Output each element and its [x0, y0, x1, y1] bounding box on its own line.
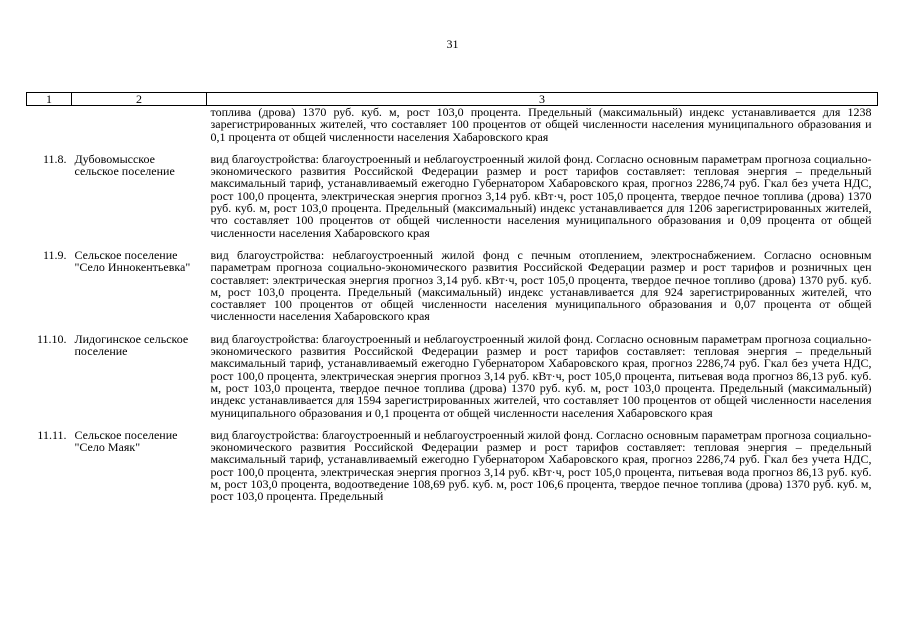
settlement-name [72, 106, 207, 153]
tariff-table [26, 92, 878, 503]
table-row [27, 153, 878, 249]
page-number: 31 [446, 37, 459, 51]
settlement-name: Сельское поселение "Село Иннокентьевка" [74, 247, 191, 275]
continuation-row [27, 106, 878, 153]
settlement-name: Сельское поселение "Село Маяк" [74, 427, 178, 455]
row-number: 11.11. [37, 427, 67, 442]
settlement-name: Дубовомысское сельское поселение [74, 151, 175, 179]
row-description: вид благоустройства: благоустроенный и неблагоустроенный жилой фонд. Согласно основным параметрам прогноза социально-экономического развития Российской Федерации размер и рост тарифов составляет: тепловая энергия – предельный максимальный тариф, устанавливаемый ежегодно Губернатором Хабаровского края, прогноз 2286,74 руб. Гкал без учета НДС, рост 100,0 процента, электрическая энергия прогноз 3,14 руб. кВт·ч, рост 105,0 процента, твердое печное топлива (дрова) 1370 руб. куб. м, рост 103,0 процента. Предельный (максимальный) индекс устанавливается для 1206 зарегистрированных жителей, что составляет 100 процентов от общей численности населения муниципального образования и 0,09 процента от общей численности населения Хабаровского края [210, 151, 872, 240]
table-row [27, 429, 878, 503]
column-number-3: 3 [207, 93, 878, 106]
row-number [27, 106, 72, 153]
row-number: 11.8. [42, 151, 67, 166]
row-description: вид благоустройства: благоустроенный и неблагоустроенный жилой фонд. Согласно основным параметрам прогноза социально-экономического развития Российской Федерации размер и рост тарифов составляет: тепловая энергия – предельный максимальный тариф, устанавливаемый ежегодно Губернатором Хабаровского края, прогноз 2286,74 руб. Гкал без учета НДС, рост 100,0 процента, электрическая энергия прогноз 3,14 руб. кВт·ч, рост 105,0 процента, питьевая вода прогноз 86,13 руб. куб. м, рост 103,0 процента, водоотведение 108,69 руб. куб. м, рост 106,6 процента, твердое печное топлива (дрова) 1370 руб. куб. м, рост 103,0 процента. Предельный [210, 427, 872, 504]
settlement-name: Лидогинское сельское поселение [74, 331, 189, 359]
row-number: 11.10. [36, 331, 67, 346]
column-number-1: 1 [27, 93, 72, 106]
table-header-row [27, 93, 878, 106]
table-row [27, 333, 878, 429]
row-description: топлива (дрова) 1370 руб. куб. м, рост 103,0 процента. Предельный (максимальный) индекс устанавливается для 1238 зарегистрированных жителей, что составляет 100 процентов от общей численности населения муниципального образования и 0,1 процента от общей численности населения Хабаровского края [210, 105, 872, 144]
row-description: вид благоустройства: неблагоустроенный жилой фонд с печным отоплением, электроснабжением. Согласно основным параметрам прогноза социально-экономического развития Российской Федерации размер и рост тарифов и розничных цен составляет: электрическая энергия прогноз 3,14 руб. кВт·ч, рост 105,0 процента, твердое печное топливо (дрова) 1370 руб. куб. м, рост 103,0 процента. Предельный (максимальный) индекс устанавливается для 924 зарегистрированных жителей, что составляет 100 процентов от общей численности населения муниципального образования и 0,07 процента от общей численности населения Хабаровского края [210, 247, 872, 324]
row-description: вид благоустройства: благоустроенный и неблагоустроенный жилой фонд. Согласно основным параметрам прогноза социально-экономического развития Российской Федерации размер и рост тарифов составляет: тепловая энергия – предельный максимальный тариф, устанавливаемый ежегодно Губернатором Хабаровского края, прогноз 2286,74 руб. Гкал без учета НДС, рост 100,0 процента, электрическая энергия прогноз 3,14 руб. кВт·ч, рост 105,0 процента, питьевая вода прогноз 86,13 руб. куб. м, рост 103,0 процента, твердое печное топлива (дрова) 1370 руб. куб. м, рост 103,0 процента. Предельный (максимальный) индекс устанавливается для 1594 зарегистрированных жителей, что составляет 100 процентов от общей численности населения муниципального образования и 0,1 процента от общей численности населения Хабаровского края [210, 331, 872, 420]
column-number-2: 2 [72, 93, 207, 106]
row-number: 11.9. [42, 247, 67, 262]
table-row [27, 249, 878, 333]
